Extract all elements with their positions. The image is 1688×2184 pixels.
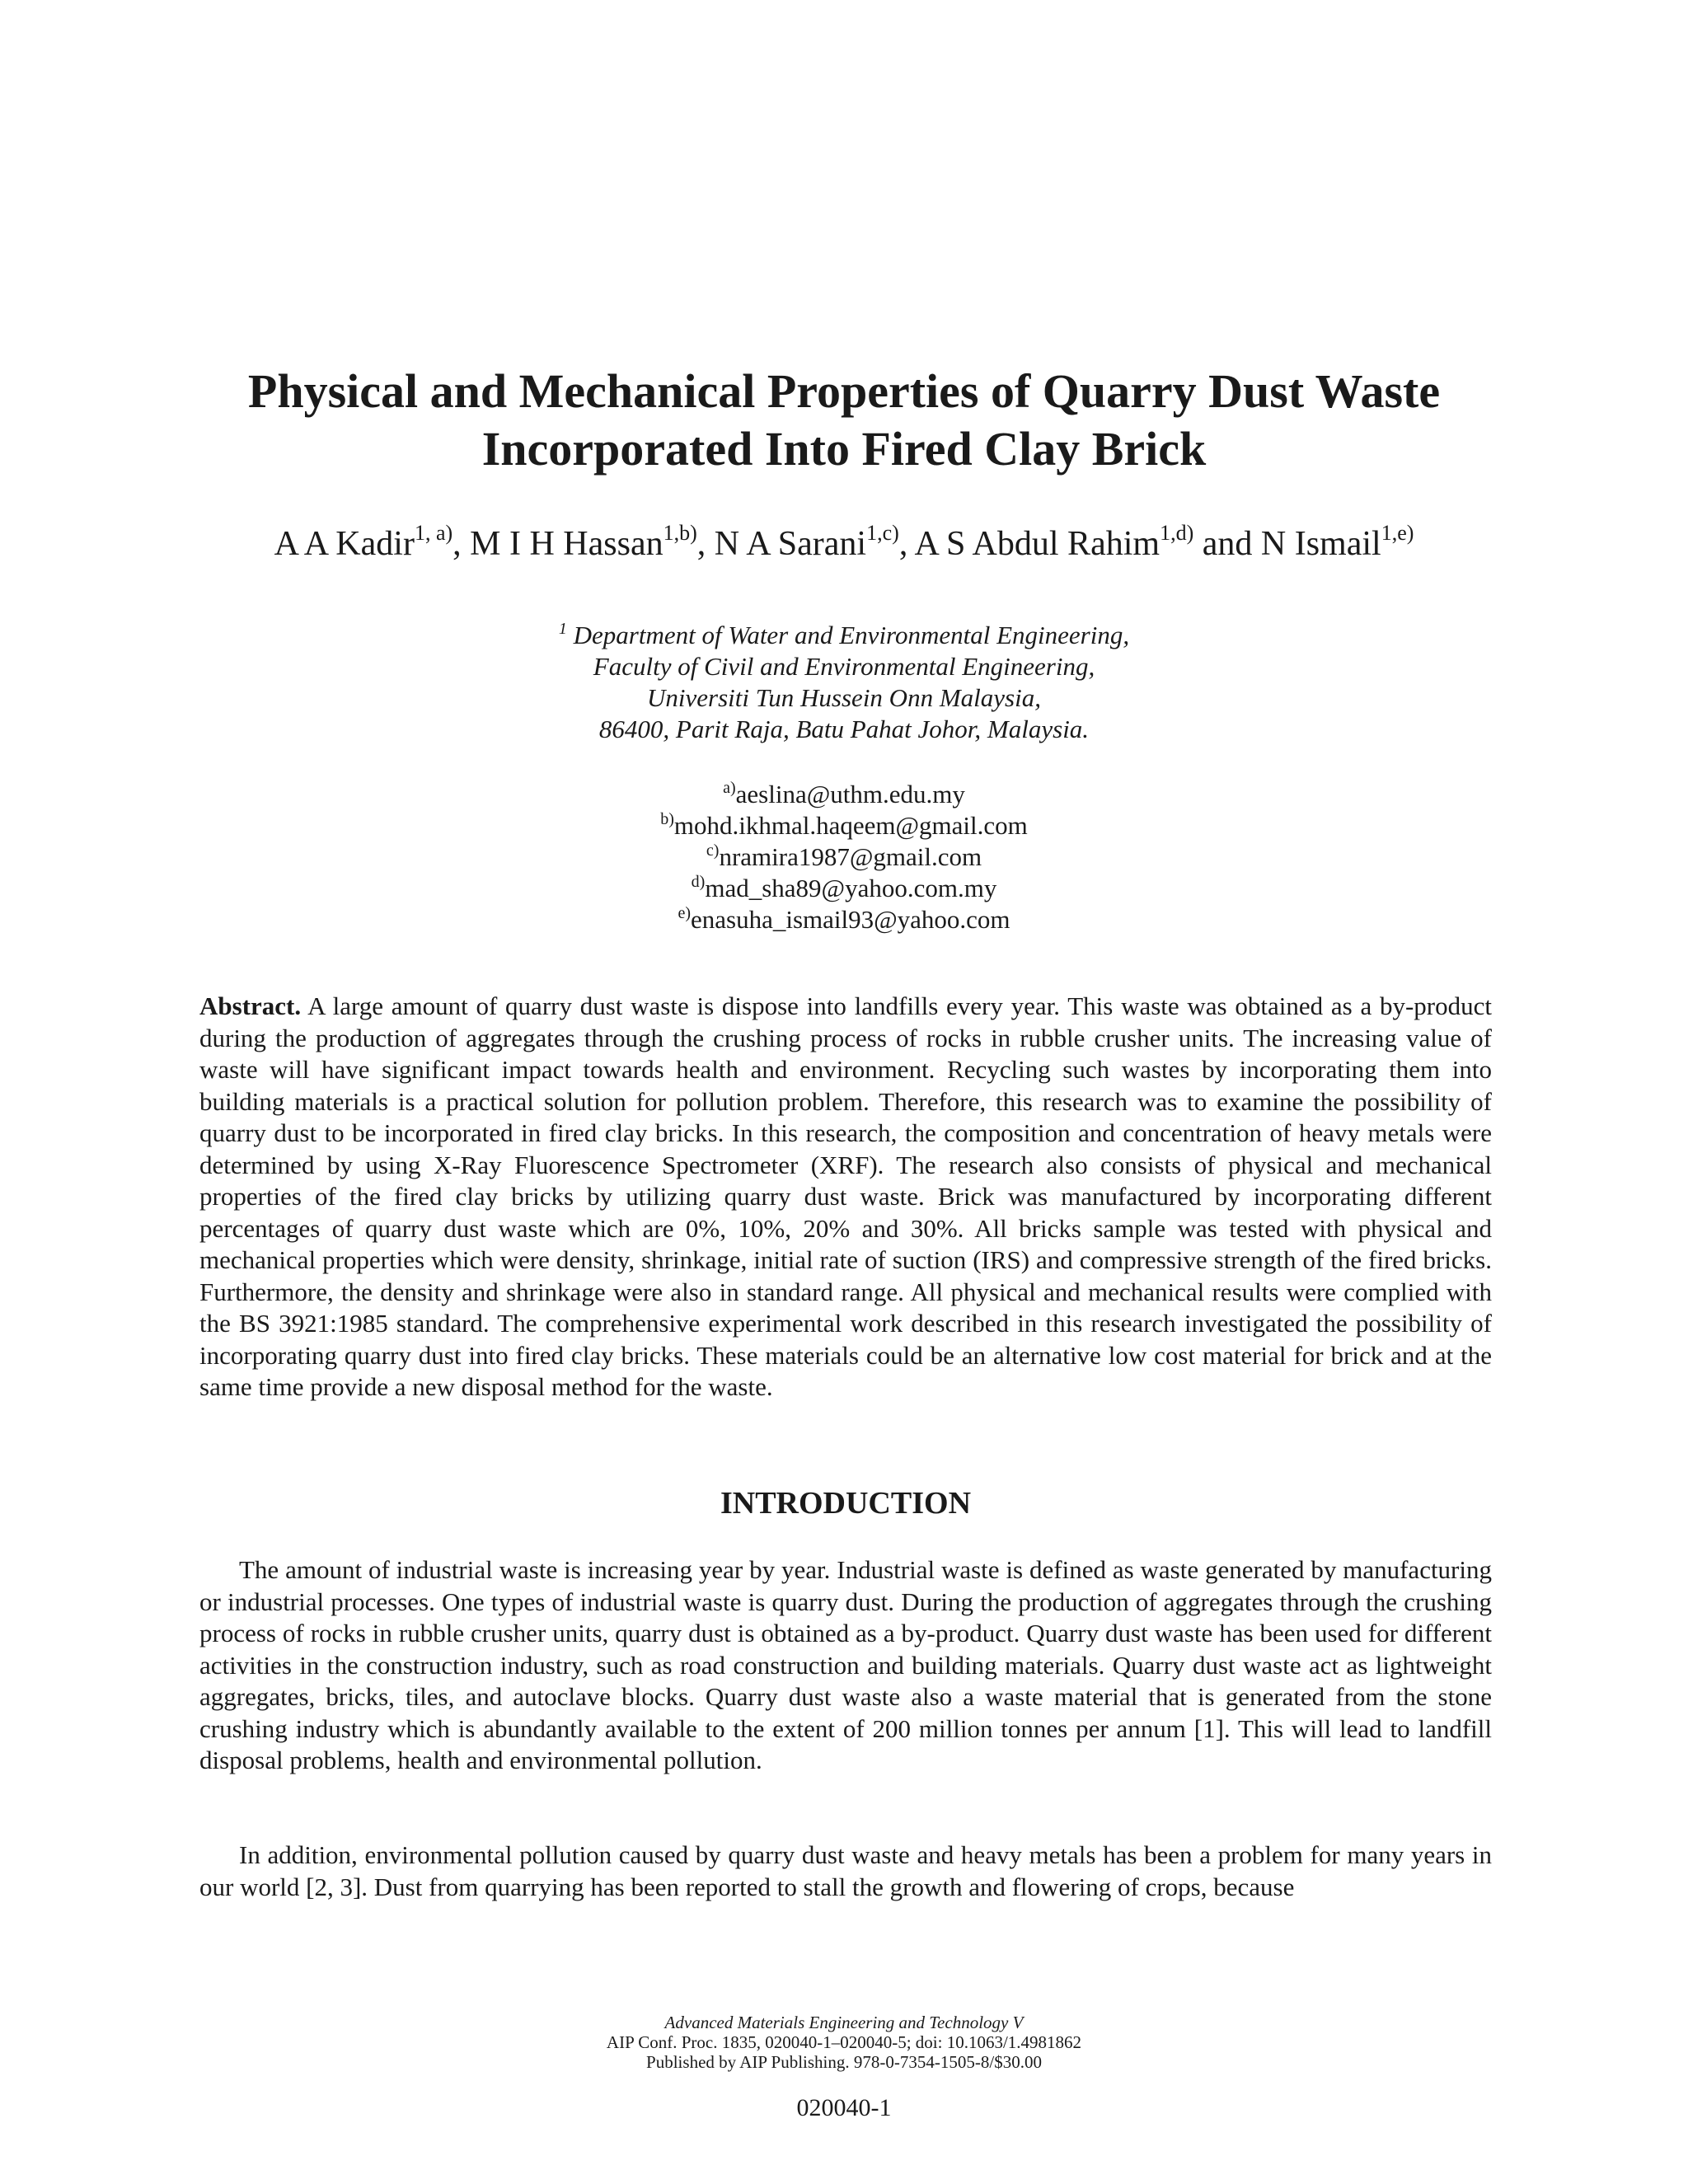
- email-marker: d): [691, 873, 706, 891]
- intro-paragraph: The amount of industrial waste is increasing year by year. Industrial waste is defined as waste generated by manufacturing or industrial processes. One types of industrial waste is quarry dust. During the production of aggregates through the crushing process of rocks in rubble crusher units, quarry dust is obtained as a by-product. Quarry dust waste has been used for different activities in the construction industry, such as road construction and building materials. Quarry dust waste act as lightweight aggregates, bricks, tiles, and autoclave blocks. Quarry dust waste also a waste material that is generated from the stone crushing industry which is abundantly available to the extent of 200 million tonnes per annum [1]. This will lead to landfill disposal problems, health and environmental pollution.: [199, 1555, 1492, 1774]
- footer-journal: Advanced Materials Engineering and Technology V: [664, 2013, 1024, 2032]
- email-marker: e): [678, 904, 691, 922]
- section-heading-introduction: INTRODUCTION: [720, 1486, 972, 1521]
- author-separator: and: [1193, 525, 1261, 563]
- email-marker: a): [723, 779, 736, 797]
- abstract-text: A large amount of quarry dust waste is dispose into landfills every year. This waste was obtained as a by-product during the production of aggregates through the crushing process of rocks in rubble crusher units. The increasing value of waste will have significant impact towards health and environment. Recycling such wastes by incorporating them into building materials is a practical solution for pollution problem. Therefore, this research was to examine the possibility of quarry dust to be incorporated in fired clay bricks. In this research, the composition and concentration of heavy metals were determined by using X-Ray Fluorescence Spectrometer (XRF). The research also consists of physical and mechanical properties of the fired clay bricks by utilizing quarry dust waste. Brick was manufactured by incorporating different percentages of quarry dust waste which are 0%, 10%, 20% and 30%. All bricks sample was tested with physical and mechanical properties which were density, shrinkage, initial rate of suction (IRS) and compressive strength of the fired bricks. Furthermore, the density and shrinkage were also in standard range. All physical and mechanical results were complied with the BS 3921:1985 standard. The comprehensive experimental work described in this research investigated the possibility of incorporating quarry dust into fired clay bricks. These materials could be an alternative low cost material for brick and at the same time provide a new disposal method for the waste.: [199, 991, 1492, 1401]
- affiliation-line: Faculty of Civil and Environmental Engineering,: [593, 652, 1095, 681]
- author-list: [132, 521, 1556, 567]
- author-name: A S Abdul Rahim: [914, 525, 1160, 563]
- author-affiliation-marker: 1, a): [414, 521, 453, 545]
- email-address: enasuha_ismail93@yahoo.com: [691, 905, 1010, 934]
- author-affiliation-marker: 1,d): [1160, 521, 1194, 545]
- footer-citation: AIP Conf. Proc. 1835, 020040-1–020040-5; doi: 10.1063/1.4981862: [606, 2032, 1082, 2052]
- author-affiliation-marker: 1,e): [1381, 521, 1414, 545]
- affiliation-line: Department of Water and Environmental Engineering,: [573, 621, 1130, 649]
- author-separator: ,: [452, 525, 471, 563]
- paper-title: [165, 363, 1523, 478]
- author-separator: ,: [696, 525, 715, 563]
- email-entry: [330, 779, 1358, 810]
- title-line-2: Incorporated Into Fired Clay Brick: [481, 422, 1207, 476]
- email-entry: [330, 841, 1358, 873]
- email-list: [330, 779, 1358, 935]
- email-address: mad_sha89@yahoo.com.my: [705, 874, 997, 902]
- email-entry: [330, 873, 1358, 904]
- page-number: 020040-1: [796, 2094, 892, 2121]
- email-entry: [330, 904, 1358, 935]
- abstract: [199, 991, 1492, 1404]
- author-name: N A Sarani: [714, 525, 867, 563]
- affiliation-block: [330, 620, 1358, 745]
- author-name: A A Kadir: [274, 525, 415, 563]
- intro-paragraph: In addition, environmental pollution caused by quarry dust waste and heavy metals has been a problem for many years in our world [2, 3]. Dust from quarrying has been reported to stall the growth and flowering of crops, because: [199, 1840, 1492, 1901]
- affiliation-marker: 1: [558, 620, 567, 638]
- title-line-1: Physical and Mechanical Properties of Quarry Dust Waste: [247, 364, 1441, 418]
- affiliation-line: 86400, Parit Raja, Batu Pahat Johor, Malaysia.: [598, 715, 1090, 743]
- email-address: mohd.ikhmal.haqeem@gmail.com: [673, 811, 1028, 840]
- abstract-label: Abstract.: [199, 991, 302, 1020]
- author-affiliation-marker: 1,b): [663, 521, 697, 545]
- author-name: M I H Hassan: [470, 525, 663, 563]
- email-address: nramira1987@gmail.com: [719, 842, 982, 871]
- affiliation-line: Universiti Tun Hussein Onn Malaysia,: [647, 683, 1041, 712]
- email-entry: [330, 810, 1358, 841]
- email-address: aeslina@uthm.edu.my: [735, 780, 965, 808]
- author-separator: ,: [898, 525, 915, 563]
- publication-footer: [330, 2013, 1358, 2072]
- footer-publisher: Published by AIP Publishing. 978-0-7354-1505-8/$30.00: [646, 2052, 1042, 2072]
- email-marker: b): [660, 810, 674, 828]
- email-marker: c): [706, 841, 720, 860]
- author-name: N Ismail: [1260, 525, 1381, 563]
- author-affiliation-marker: 1,c): [866, 521, 899, 545]
